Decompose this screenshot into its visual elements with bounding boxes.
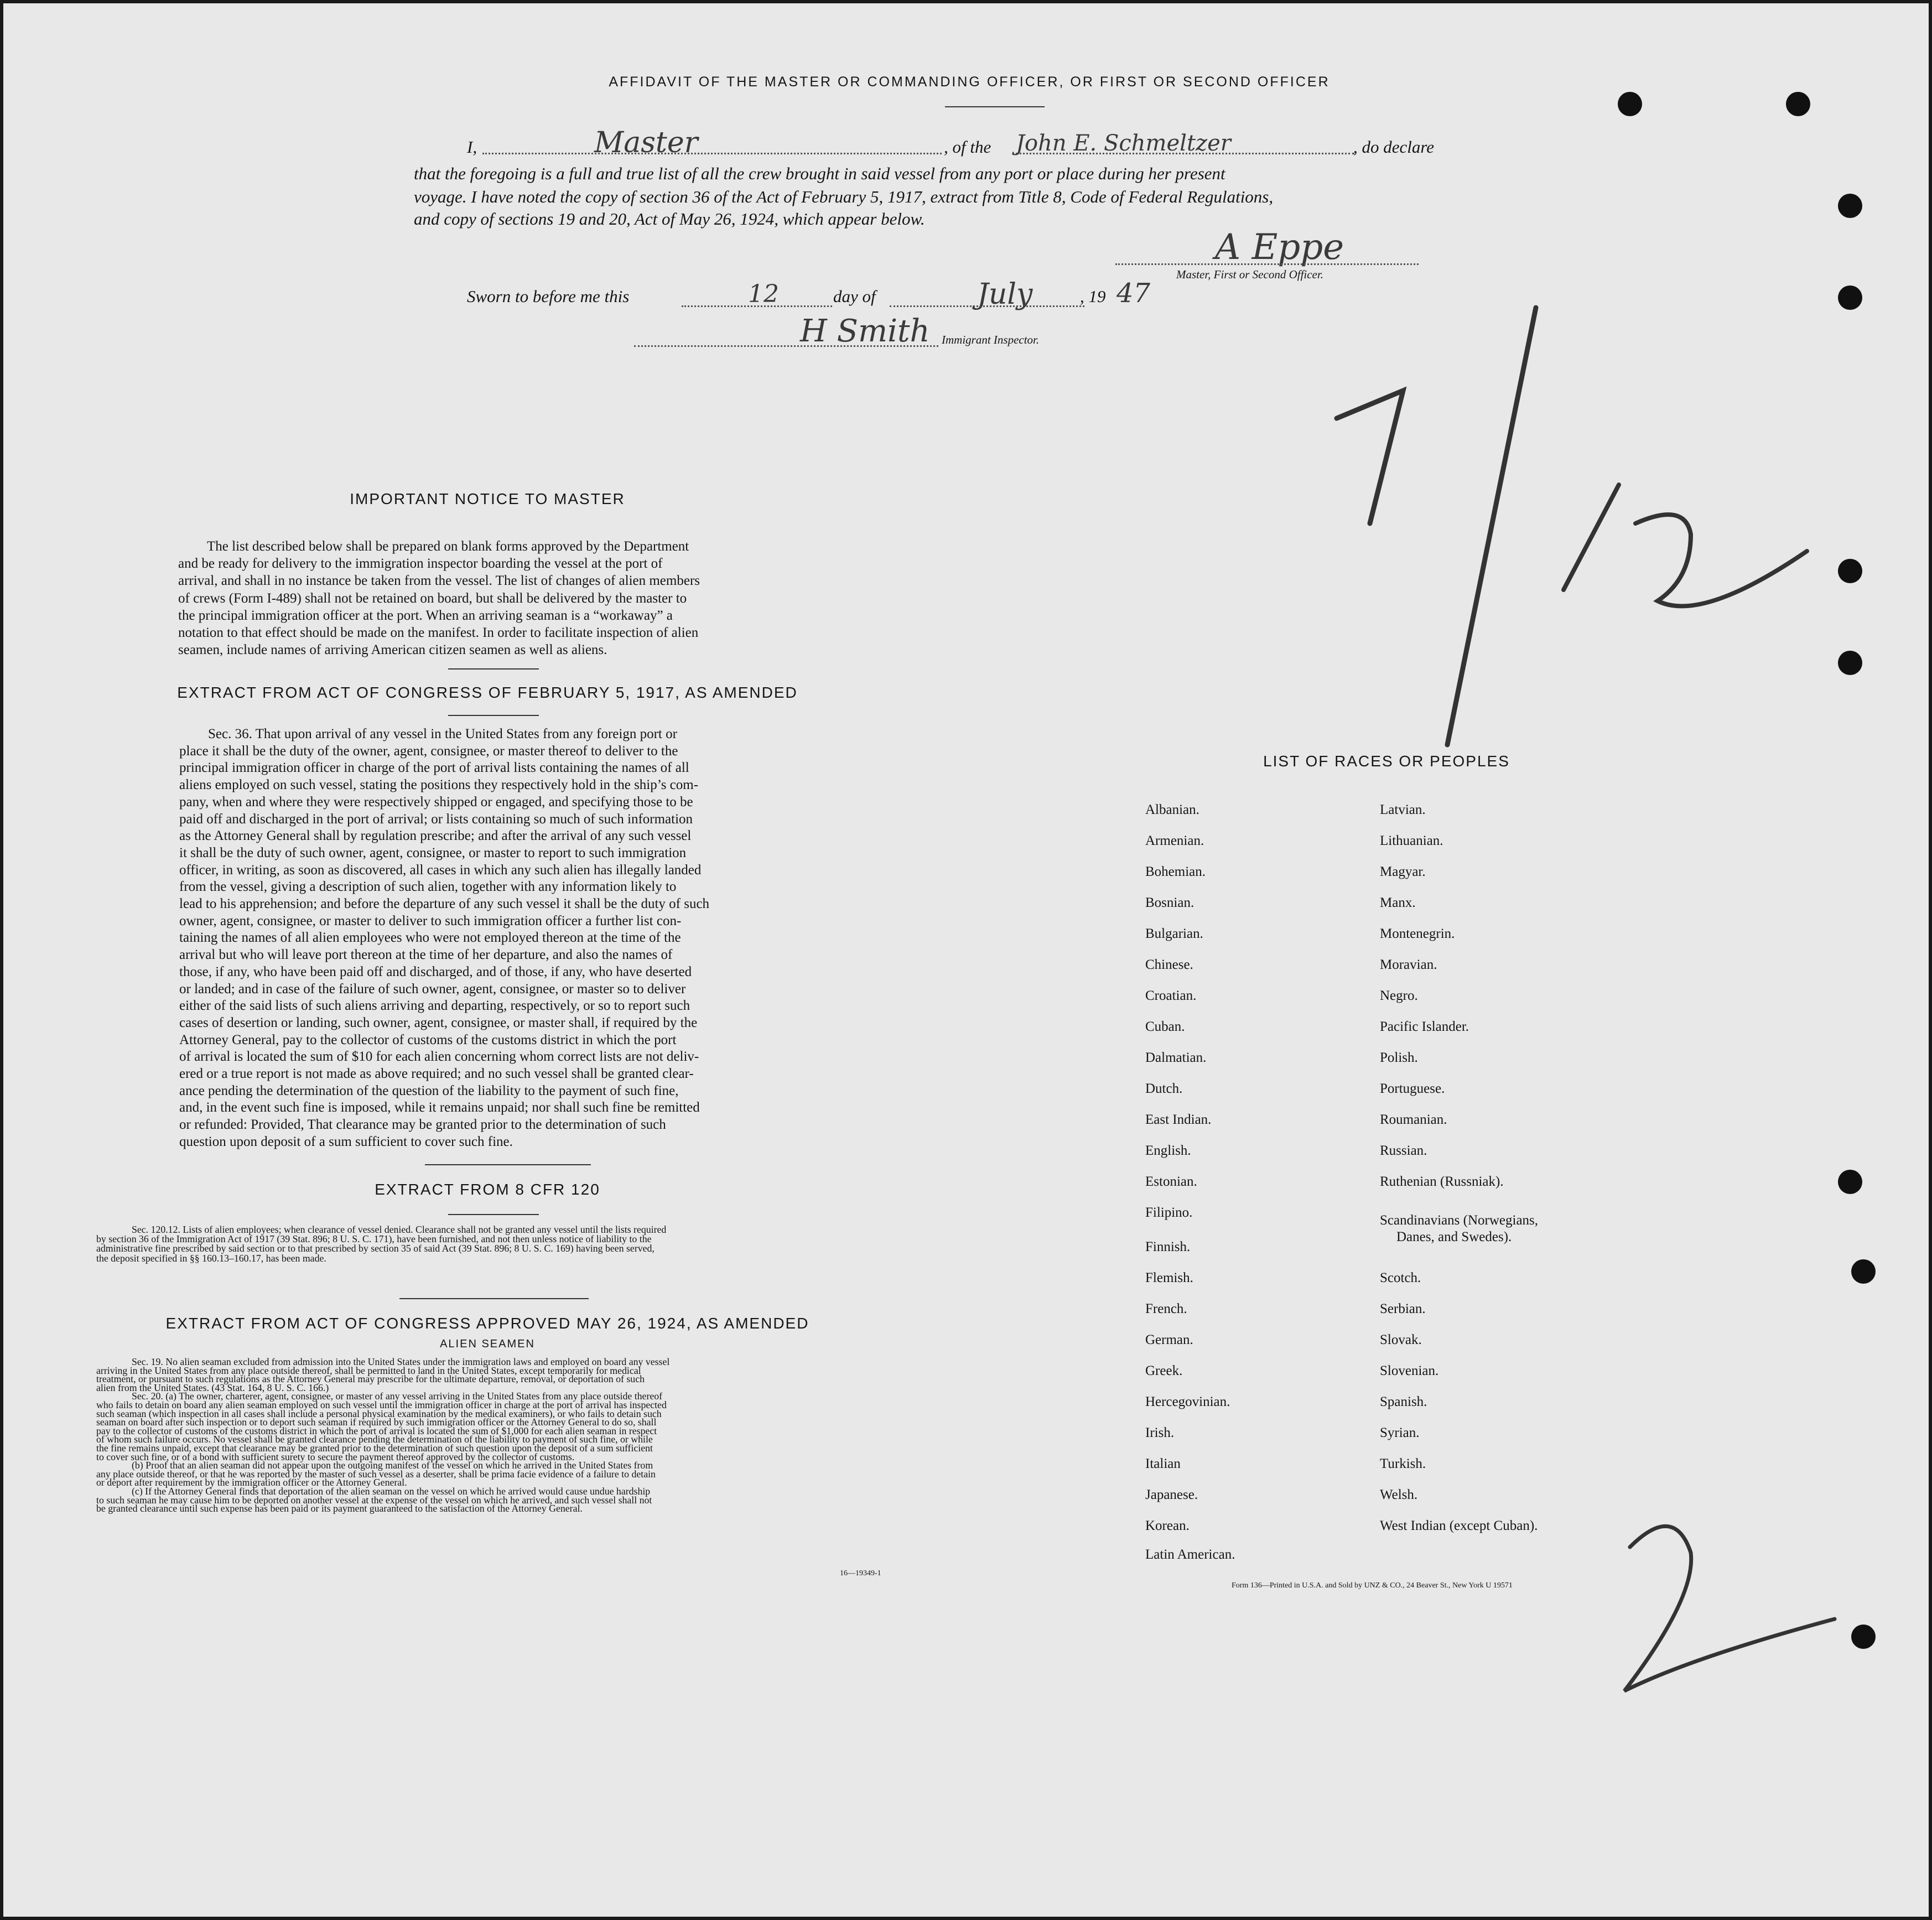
race-item: Lithuanian. xyxy=(1380,833,1443,848)
extract-1917-line: officer, in writing, as soon as discovered, all cases in which any such alien has illegally landed xyxy=(179,862,702,878)
extract-1917-line: Sec. 36. That upon arrival of any vessel in the United States from any foreign port or xyxy=(208,727,677,741)
punch-hole xyxy=(1618,92,1642,116)
race-item: Syrian. xyxy=(1380,1425,1420,1440)
extract-1917-line: those, if any, who have been paid off and discharged, and of those, if any, who have deserted xyxy=(179,964,692,979)
affidavit-title: AFFIDAVIT OF THE MASTER OR COMMANDING OFFICER, OR FIRST OR SECOND OFFICER xyxy=(609,74,1330,90)
extract-1924-line: (b) Proof that an alien seaman did not appear upon the outgoing manifest of the vessel on which he arrived in the United States from xyxy=(132,1460,653,1471)
race-item: German. xyxy=(1145,1332,1193,1347)
punch-hole xyxy=(1786,92,1810,116)
officer-handwritten: Master xyxy=(594,126,698,159)
cfr-body xyxy=(96,1225,893,1263)
race-item: Finnish. xyxy=(1145,1239,1191,1254)
extract-1924-body xyxy=(96,1358,893,1513)
extract-1917-line: paid off and discharged in the port of arrival; or lists containing so much of such information xyxy=(179,811,693,827)
extract-1917-line: of arrival is located the sum of $10 for each alien concerning whom correct lists are not deliv- xyxy=(179,1049,699,1065)
day-handwritten: 12 xyxy=(748,280,779,308)
race-item: Spanish. xyxy=(1380,1394,1427,1409)
notice-title: IMPORTANT NOTICE TO MASTER xyxy=(350,490,625,507)
notice-line: the principal immigration officer at the port. When an arriving seaman is a “workaway” a xyxy=(178,608,673,623)
race-item: Filipino. xyxy=(1145,1205,1193,1220)
inspector-blank xyxy=(634,345,938,347)
extract-1924-line: arriving in the United States from any place outside thereof, shall be permitted to land in the United States, except temporarily for medical xyxy=(96,1364,641,1376)
extract-1924-line: Sec. 19. No alien seaman excluded from admission into the United States under the immigration laws and employed on board any vessel xyxy=(132,1356,670,1367)
extract-1917-line: from the vessel, giving a description of such alien, together with any information likely to xyxy=(179,879,677,895)
race-item: Italian xyxy=(1145,1456,1181,1471)
punch-hole xyxy=(1838,286,1862,310)
extract-1924-line: or deport after requirement by the immigration officer or the Attorney General. xyxy=(96,1477,407,1488)
vessel-handwritten: John E. Schmeltzer xyxy=(1016,131,1231,156)
extract-1924-line: treatment, or pursuant to such regulations as the Attorney General may prescribe for the ultimate departure, removal, or deportation of such xyxy=(96,1373,645,1385)
sworn-label: Sworn to before me this xyxy=(467,287,630,306)
divider xyxy=(448,1214,539,1215)
extract-1924-line: such seaman (which inspection in all cases shall include a personal physical examination by the medical examiners), or who fails to detain such xyxy=(96,1408,662,1419)
race-item: Ruthenian (Russniak). xyxy=(1380,1174,1504,1189)
race-item: Latin American. xyxy=(1145,1547,1235,1562)
extract-1917-line: arrival but who will leave port thereon at the time of her departure, and also the names of xyxy=(179,947,673,963)
race-item: Cuban. xyxy=(1145,1019,1185,1034)
notice-line: and be ready for delivery to the immigration inspector boarding the vessel at the port of xyxy=(178,556,663,572)
race-item: West Indian (except Cuban). xyxy=(1380,1518,1538,1533)
notice-line: arrival, and shall in no instance be taken from the vessel. The list of changes of alien members xyxy=(178,573,700,589)
race-item: Turkish. xyxy=(1380,1456,1426,1471)
extract-1917-line: Attorney General, pay to the collector of customs of the customs district in which the port xyxy=(179,1032,677,1047)
extract-1924-line: to such seaman he may cause him to be deported on another vessel at the expense of the vessel on which he arrived, and such vessel shall not xyxy=(96,1494,652,1506)
race-item: Polish. xyxy=(1380,1050,1418,1065)
intro-label: I, xyxy=(467,137,477,157)
extract-1917-line: owner, agent, consignee, or master to deliver to such immigration officer a further list con- xyxy=(179,913,682,928)
notice-line: notation to that effect should be made on the manifest. In order to facilitate inspection of alien xyxy=(178,625,699,641)
signature-blank xyxy=(1115,263,1419,265)
print-code: 16—19349-1 xyxy=(840,1569,881,1577)
inspector-signature: H Smith xyxy=(800,313,930,349)
extract-1917-line: pany, when and where they were respectively shipped or engaged, and specifying those to be xyxy=(179,794,693,809)
extract-1924-line: seaman on board after such inspection or to deport such seaman if required by such immigration officer or the Attorney General to do so, shall xyxy=(96,1416,657,1428)
punch-hole xyxy=(1851,1259,1876,1284)
extract-1924-line: be granted clearance until such expense has been paid or its payment guaranteed to the satisfaction of the Attorney General. xyxy=(96,1503,583,1514)
race-item: Scotch. xyxy=(1380,1270,1421,1285)
race-item: English. xyxy=(1145,1143,1191,1158)
divider xyxy=(448,668,539,670)
notice-line: seamen, include names of arriving American citizen seamen as well as aliens. xyxy=(178,642,607,658)
extract-1924-line: any place outside thereof, or that he was reported by the master of such vessel as a deserter, shall be prima facie evidence of a failure to detain xyxy=(96,1468,656,1480)
extract-1924-line: to cover such fine, or of a bond with sufficient surety to secure the payment thereof approved by the collector of customs. xyxy=(96,1451,575,1462)
extract-1917-line: aliens employed on such vessel, stating the positions they respectively hold in the ship’s com- xyxy=(179,777,699,793)
extract-1917-line: cases of desertion or landing, such owner, agent, consignee, or master shall, if required by the xyxy=(179,1015,698,1030)
extract-1917-line: question upon deposit of a sum sufficient to cover such fine. xyxy=(179,1134,513,1149)
extract-1917-title: EXTRACT FROM ACT OF CONGRESS OF FEBRUARY 5, 1917, AS AMENDED xyxy=(177,684,798,701)
race-item: Welsh. xyxy=(1380,1487,1418,1502)
document-page xyxy=(3,3,1929,1917)
notice-body xyxy=(178,538,802,658)
cfr-title: EXTRACT FROM 8 CFR 120 xyxy=(375,1181,600,1198)
race-item: Korean. xyxy=(1145,1518,1190,1533)
race-item: Slovenian. xyxy=(1380,1363,1439,1378)
divider xyxy=(425,1164,591,1165)
race-item: Flemish. xyxy=(1145,1270,1193,1285)
race-item: Chinese. xyxy=(1145,957,1193,972)
punch-hole xyxy=(1838,651,1862,675)
extract-1924-line: of whom such failure occurs. No vessel shall be granted clearance pending the determination of the liability to payment of such fine, or while xyxy=(96,1434,653,1445)
race-item: Moravian. xyxy=(1380,957,1437,972)
race-item: Slovak. xyxy=(1380,1332,1422,1347)
race-item: Hercegovinian. xyxy=(1145,1394,1230,1409)
divider xyxy=(399,1298,589,1299)
race-item: Pacific Islander. xyxy=(1380,1019,1469,1034)
punch-hole xyxy=(1838,1170,1862,1194)
extract-1924-line: (c) If the Attorney General finds that deportation of the alien seaman on the vessel on which he arrived would cause undue hardship xyxy=(132,1485,651,1497)
cfr-line: administrative fine prescribed by said section or to that prescribed by section 35 of said Act (39 Stat. 896; 8 U. S. C. 169) having been served, xyxy=(96,1243,655,1254)
race-item: Montenegrin. xyxy=(1380,926,1455,941)
year-handwritten: 47 xyxy=(1116,278,1151,309)
race-item: Scandinavians (Norwegians, xyxy=(1380,1213,1539,1228)
race-item: Russian. xyxy=(1380,1143,1427,1158)
race-item: Serbian. xyxy=(1380,1301,1426,1316)
notice-line: of crews (Form I-489) shall not be retained on board, but shall be delivered by the master to xyxy=(178,590,687,606)
large-date-text xyxy=(1303,346,1305,347)
extract-1917-line: lead to his apprehension; and before the departure of any such vessel it shall be the duty of such xyxy=(179,896,710,912)
divider xyxy=(448,715,539,716)
cfr-line: the deposit specified in §§ 160.13–160.17, has been made. xyxy=(96,1252,326,1264)
form-info: Form 136—Printed in U.S.A. and Sold by UNZ & CO., 24 Beaver St., New York U 19571 xyxy=(1232,1581,1513,1590)
extract-1917-line: it shall be the duty of such owner, agent, consignee, or master to report to such immigration xyxy=(179,845,687,860)
of-the-label: , of the xyxy=(944,137,991,157)
cfr-line: Sec. 120.12. Lists of alien employees; when clearance of vessel denied. Clearance shall not be granted any vessel until the lists required xyxy=(132,1224,667,1235)
extract-1924-line: alien from the United States. (43 Stat. 164, 8 U. S. C. 166.) xyxy=(96,1382,329,1393)
race-item: Bohemian. xyxy=(1145,864,1206,879)
race-item: Albanian. xyxy=(1145,802,1199,817)
extract-1924-line: pay to the collector of customs of the customs district in which the port of arrival is located the sum of $1,000 for each alien seaman in respect xyxy=(96,1425,657,1436)
race-item: Danes, and Swedes). xyxy=(1396,1229,1512,1244)
race-item: Dutch. xyxy=(1145,1081,1183,1096)
punch-hole xyxy=(1838,559,1862,583)
extract-1917-line: ance pending the determination of the question of the liability to the payment of such fine, xyxy=(179,1083,679,1098)
race-item: Negro. xyxy=(1380,988,1418,1003)
month-handwritten: July xyxy=(977,278,1033,311)
signature-label: Master, First or Second Officer. xyxy=(1176,268,1323,281)
extract-1917-line: and, in the event such fine is imposed, while it remains unpaid; nor shall such fine be remitted xyxy=(179,1100,700,1115)
race-item: Magyar. xyxy=(1380,864,1426,879)
race-item: French. xyxy=(1145,1301,1187,1316)
affidavit-body-line: that the foregoing is a full and true list of all the crew brought in said vessel from any port or place during her present xyxy=(414,164,1225,183)
race-item: Japanese. xyxy=(1145,1487,1198,1502)
race-item: Dalmatian. xyxy=(1145,1050,1207,1065)
punch-hole xyxy=(1851,1625,1876,1649)
extract-1917-line: as the Attorney General shall by regulation prescribe; and after the arrival of any such vessel xyxy=(179,828,692,844)
race-item: Portuguese. xyxy=(1380,1081,1445,1096)
extract-1924-title: EXTRACT FROM ACT OF CONGRESS APPROVED MAY 26, 1924, AS AMENDED xyxy=(165,1315,809,1332)
race-item: Greek. xyxy=(1145,1363,1183,1378)
extract-1917-line: ered or a true report is not made as above required; and no such vessel shall be granted clear- xyxy=(179,1066,694,1082)
master-signature: A Eppe xyxy=(1215,227,1344,268)
notice-line: The list described below shall be prepared on blank forms approved by the Department xyxy=(207,539,689,554)
races-title: LIST OF RACES OR PEOPLES xyxy=(1263,753,1510,770)
day-of-label: day of xyxy=(833,287,876,306)
race-item: Latvian. xyxy=(1380,802,1426,817)
officer-blank xyxy=(482,153,942,154)
race-item: Roumanian. xyxy=(1380,1112,1447,1127)
extract-1924-line: who fails to detain on board any alien seaman employed on such vessel until the immigration officer in charge at the port of arrival has inspected xyxy=(96,1399,667,1410)
extract-1917-line: principal immigration officer in charge of the port of arrival lists containing the names of all xyxy=(179,760,689,776)
affidavit-body-line: and copy of sections 19 and 20, Act of May 26, 1924, which appear below. xyxy=(414,209,925,229)
extract-1924-line: the fine remains unpaid, except that clearance may be granted prior to the determination of such question upon the deposit of a sum sufficient xyxy=(96,1442,653,1454)
year-prefix: , 19 xyxy=(1080,287,1106,306)
extract-1917-line: either of the said lists of such aliens arriving and departing, respectively, or so to report such xyxy=(179,998,690,1014)
cfr-line: by section 36 of the Immigration Act of 1917 (39 Stat. 896; 8 U. S. C. 171), have been furnished, and not then unless notice of liability to the xyxy=(96,1233,652,1245)
divider xyxy=(945,106,1045,107)
race-item: Croatian. xyxy=(1145,988,1197,1003)
extract-1917-line: or refunded: Provided, That clearance may be granted prior to the determination of such xyxy=(179,1117,666,1133)
punch-hole xyxy=(1838,194,1862,218)
affidavit-body-line: voyage. I have noted the copy of section 36 of the Act of February 5, 1917, extract from Title 8, Code of Federal Regulations, xyxy=(414,187,1274,206)
race-item: East Indian. xyxy=(1145,1112,1212,1127)
race-item: Manx. xyxy=(1380,895,1416,910)
extract-1917-line: place it shall be the duty of the owner, agent, consignee, or master thereof to deliver to the xyxy=(179,743,678,759)
race-item: Estonian. xyxy=(1145,1174,1197,1189)
extract-1917-line: or landed; and in case of the failure of such owner, agent, consignee, or master so to deliver xyxy=(179,981,686,997)
extract-1917-line: taining the names of all alien employees who were not employed thereon at the time of the xyxy=(179,930,681,946)
race-item: Bulgarian. xyxy=(1145,926,1203,941)
inspector-label: Immigrant Inspector. xyxy=(942,333,1040,346)
race-item: Armenian. xyxy=(1145,833,1204,848)
extract-1917-body xyxy=(179,726,803,1151)
race-item: Bosnian. xyxy=(1145,895,1194,910)
extract-1924-line: Sec. 20. (a) The owner, charterer, agent, consignee, or master of any vessel arriving in the United States from any place outside thereof xyxy=(132,1390,663,1402)
extract-1924-subtitle: ALIEN SEAMEN xyxy=(440,1338,535,1350)
race-item: Irish. xyxy=(1145,1425,1175,1440)
declare-label: , do declare xyxy=(1353,137,1435,157)
handwritten-date-annotation xyxy=(1303,291,1835,761)
handwritten-number-annotation xyxy=(1608,1508,1840,1719)
